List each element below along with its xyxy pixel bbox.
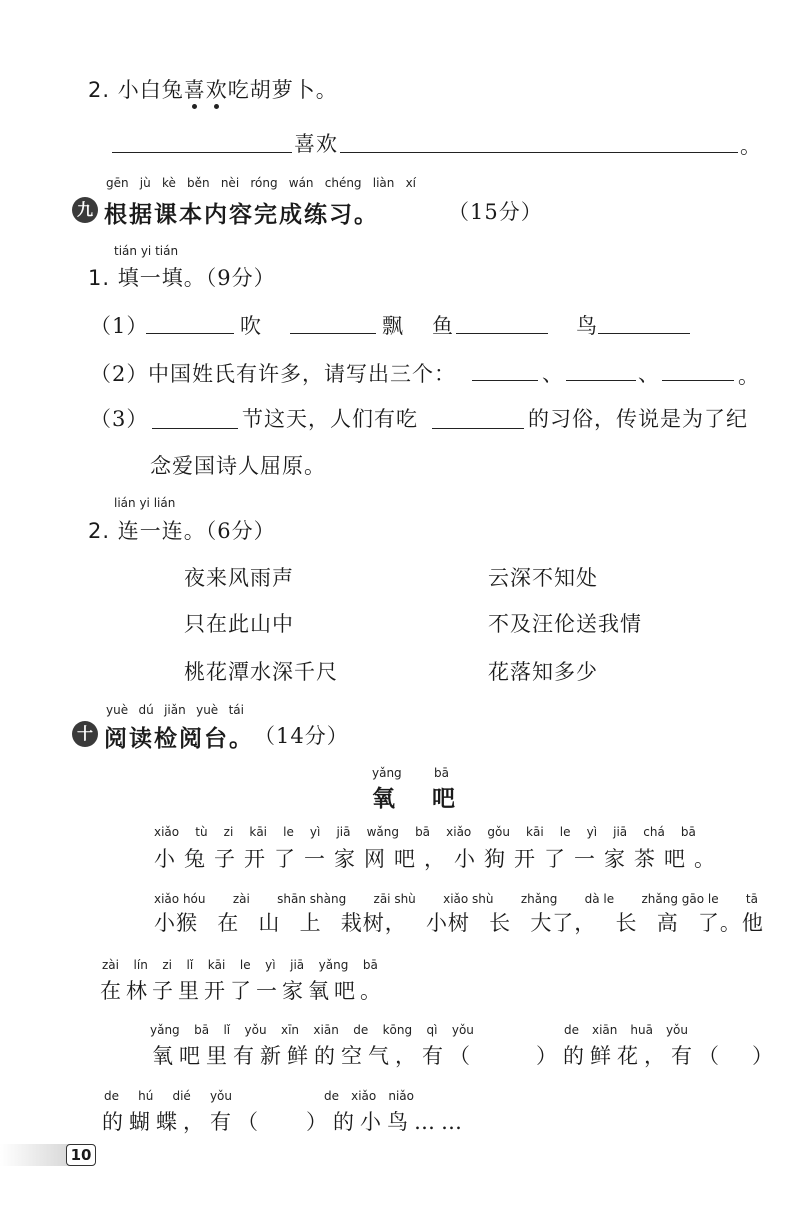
pinyin: bā [362,958,378,972]
match-right-item[interactable]: 不及汪伦送我情 [488,612,642,636]
match-right-item[interactable]: 花落知多少 [488,660,598,684]
story-word: 大了， [530,911,597,935]
pinyin: tù [195,825,208,839]
item3-text-b: 的习俗，传说是为了纪 [528,407,748,431]
pinyin: zài [102,958,119,972]
sub2-pinyin: lián yi lián [114,496,176,510]
pinyin: xiǎo shù [443,892,494,906]
story-line4-pinyin-a [150,1023,474,1037]
pinyin: de [564,1023,579,1037]
pinyin: tā [745,892,758,906]
item1-char: 吹 [240,314,262,338]
pinyin: dà le [584,892,615,906]
pinyin: zi [223,825,234,839]
pinyin: shān shàng [277,892,347,906]
pinyin: yì [309,825,321,839]
pinyin: lǐ [223,1023,231,1037]
story-line1-pinyin [154,825,696,839]
pinyin: yǒu [665,1023,688,1037]
pinyin: yǎng [150,1023,180,1037]
pinyin: huā [630,1023,653,1037]
pinyin: xīn [280,1023,300,1037]
sub2-title: 连一连。（6分） [117,519,276,543]
story-word: 了。他 [697,911,764,935]
item3-text-a: 节这天，人们有吃 [242,407,418,431]
pinyin: dié [172,1089,191,1103]
sub2-number: 2. [88,519,111,543]
item1-char: 鸟 [576,314,598,338]
footer-bar [0,1144,70,1166]
story-title-pinyin: yǎng [372,766,402,780]
item1-char: 飘 [382,314,404,338]
pinyin: zi [162,958,172,972]
pinyin: kāi [249,825,268,839]
pinyin: bā [415,825,431,839]
section10-pinyin [106,703,244,717]
pinyin: kāi [526,825,544,839]
story-line4-c: ） [752,1044,774,1068]
pinyin: yǒu [451,1023,474,1037]
pinyin: tái [228,703,244,717]
sub1-pinyin: tián yi tián [114,244,179,258]
story-title-char: 氧 [372,786,397,812]
story-line4-b: ）的鲜花，有（ [536,1044,725,1068]
answer-blank[interactable] [112,152,292,153]
story-line3: 在林子里开了一家氧吧。 [100,979,386,1003]
pinyin: wán [288,176,314,190]
pinyin: zāi shù [373,892,416,906]
story-word: 长 [489,911,512,935]
pinyin: zhǎng [520,892,558,906]
story-line5-pinyin-a [104,1089,232,1103]
pinyin: wǎng [366,825,399,839]
answer-blank[interactable] [598,333,690,334]
story-word: 长 [615,911,638,935]
pinyin: jiǎn [164,703,186,717]
item2-end: 。 [738,364,760,388]
pinyin: běn [187,176,210,190]
q2-number: 2. [88,78,111,102]
pinyin: jù [139,176,151,190]
item3-text-c: 念爱国诗人屈原。 [150,454,326,478]
pinyin: hú [138,1089,154,1103]
pinyin: xiǎo hóu [154,892,206,906]
pinyin: jiā [336,825,351,839]
sub1-title: 填一填。（9分） [117,266,276,290]
pinyin: de [353,1023,369,1037]
answer-blank[interactable] [290,333,376,334]
section9-pinyin [106,176,416,190]
section9-title: 根据课本内容完成练习。 [104,202,379,228]
story-word: 上 [299,911,322,935]
pinyin: xiǎo [351,1089,377,1103]
pinyin: yuè [106,703,129,717]
pinyin: gēn [106,176,129,190]
pinyin: xí [405,176,416,190]
match-left-item[interactable]: 只在此山中 [184,612,294,636]
story-word: 在 [217,911,240,935]
pinyin: le [559,825,571,839]
pinyin: yǎng [318,958,349,972]
story-title-pinyin: bā [434,766,449,780]
section10-title: 阅读检阅台。 [104,726,254,752]
page-number: 10 [66,1144,96,1166]
q2-end-mark: 。 [740,134,762,158]
pinyin: yì [265,958,276,972]
pinyin: lǐ [186,958,194,972]
answer-blank[interactable] [340,152,738,153]
pinyin: zài [232,892,250,906]
pinyin: yǒu [209,1089,232,1103]
pinyin: gǒu [487,825,510,839]
story-word: 山 [258,911,281,935]
match-right-item[interactable]: 云深不知处 [488,566,598,590]
answer-blank[interactable] [152,428,238,429]
section9-badge: 九 [72,197,98,223]
pinyin: xiān [591,1023,618,1037]
pinyin: bā [680,825,696,839]
pinyin: lín [133,958,148,972]
story-word: 栽树， [340,911,407,935]
story-word: 高 [656,911,679,935]
item3-label: （3） [90,407,149,431]
story-line1: 小兔子开了一家网吧，小狗开了一家茶吧。 [154,847,724,871]
pinyin: xiǎo [154,825,180,839]
story-line5-a: 的蝴蝶，有（ [102,1110,264,1134]
match-left-item[interactable]: 夜来风雨声 [184,566,294,590]
q2-line [88,74,338,104]
item2-sep: 、 [542,362,564,386]
item2-sep: 、 [638,362,660,386]
pinyin: xiǎo [446,825,472,839]
pinyin: de [324,1089,339,1103]
pinyin: liàn [372,176,395,190]
emphasis-dot [214,104,219,109]
item1-char: 鱼 [432,314,454,338]
story-line5-b: ）的小鸟…… [306,1110,468,1134]
q2-blank-middle: 喜欢 [294,132,338,156]
pinyin: jiā [290,958,305,972]
pinyin: qì [426,1023,438,1037]
emphasis-dot [192,104,197,109]
pinyin: róng [250,176,278,190]
section10-score: （14分） [254,724,349,748]
item2-label: （2） [90,362,149,386]
pinyin: niǎo [388,1089,414,1103]
pinyin: kōng [382,1023,413,1037]
pinyin: xiān [313,1023,339,1037]
pinyin: jiā [613,825,628,839]
q2-sentence: 小白兔喜欢吃胡萝卜。 [117,78,338,102]
pinyin: le [283,825,294,839]
story-word: 小猴 [154,911,198,935]
pinyin: dú [138,703,154,717]
story-line2 [154,907,764,937]
section10-badge: 十 [72,721,98,747]
answer-blank[interactable] [456,333,548,334]
answer-blank[interactable] [432,428,524,429]
answer-blank[interactable] [472,380,538,381]
story-title-char: 吧 [432,786,457,812]
sub1-heading [88,262,276,292]
pinyin: chéng [324,176,362,190]
sub1-number: 1. [88,266,111,290]
sub2-heading [88,515,276,545]
story-word: 小树 [425,911,470,935]
item1-label: （1） [90,314,149,338]
story-line3-pinyin [102,958,378,972]
pinyin: chá [643,825,665,839]
pinyin: yì [586,825,598,839]
story-line4-pinyin-b [564,1023,688,1037]
answer-blank[interactable] [566,380,636,381]
pinyin: nèi [220,176,240,190]
pinyin: kè [161,176,176,190]
section9-score: （15分） [448,200,543,224]
pinyin: zhǎng gāo le [641,892,719,906]
answer-blank[interactable] [662,380,734,381]
pinyin: kāi [207,958,226,972]
story-line2-pinyin [154,892,758,906]
pinyin: yǒu [244,1023,267,1037]
pinyin: le [239,958,251,972]
pinyin: de [104,1089,119,1103]
story-line4-a: 氧吧里有新鲜的空气，有（ [152,1044,476,1068]
answer-blank[interactable] [146,333,234,334]
pinyin: yuè [196,703,219,717]
match-left-item[interactable]: 桃花潭水深千尺 [184,660,338,684]
pinyin: bā [194,1023,210,1037]
item2-text: 中国姓氏有许多，请写出三个： [148,362,456,386]
story-line5-pinyin-b [324,1089,414,1103]
